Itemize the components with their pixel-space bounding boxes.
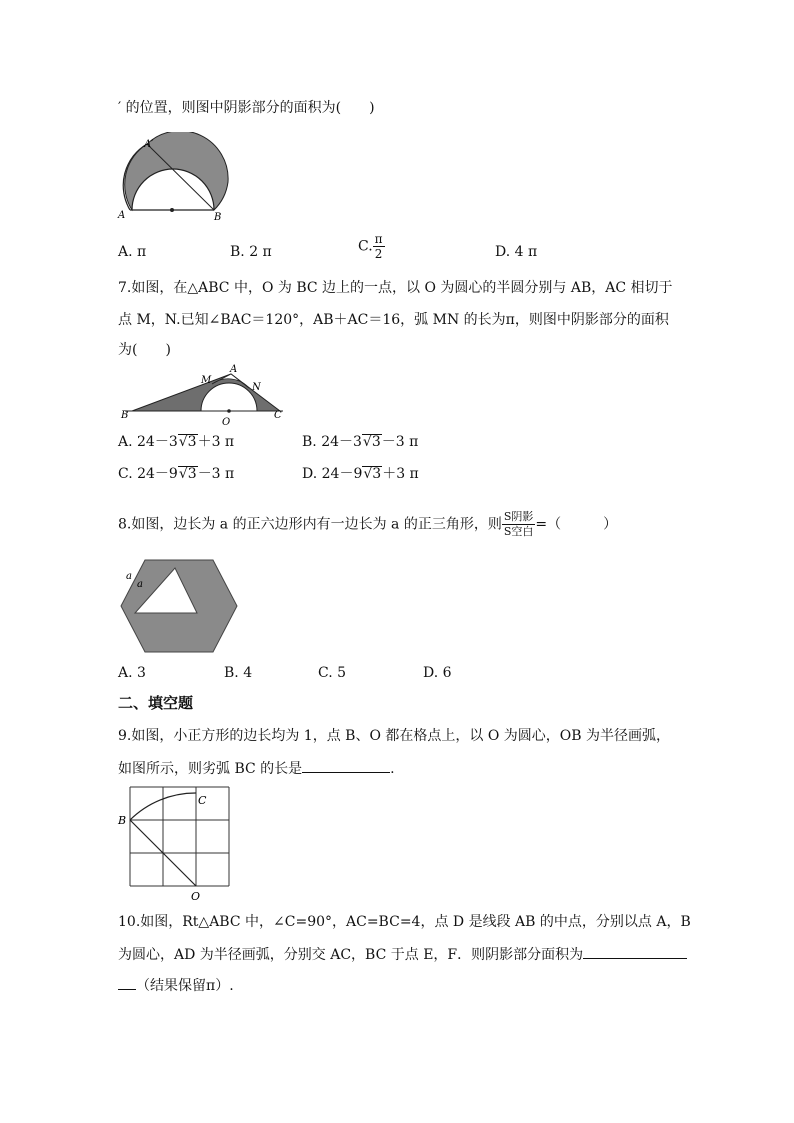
- q6-option-c-num: π: [374, 232, 383, 246]
- q7-option-b-pre: B. 24－3: [302, 434, 362, 450]
- q7-option-c-pre: C. 24－9: [118, 466, 178, 482]
- q8-option-d: D. 6: [423, 665, 452, 681]
- q10-text-line2: [118, 944, 687, 965]
- q7-option-a-sqrt: √3: [178, 434, 197, 450]
- q6-label-b: B: [214, 212, 222, 223]
- q9-text-line2: [118, 758, 395, 779]
- q9-text-line2-pre: 如图所示，则劣弧 BC 的长是: [118, 761, 303, 777]
- q6-text-tail: ′ 的位置，则图中阴影部分的面积为( ): [118, 100, 375, 116]
- q7-option-a-pre: A. 24－3: [118, 434, 178, 450]
- q7-label-c: C: [274, 410, 282, 421]
- q6-option-c-fraction: [373, 232, 385, 261]
- q9-text-line1: 9.如图，小正方形的边长均为 1，点 B、O 都在格点上，以 O 为圆心，OB 为半径画弧，: [118, 728, 670, 744]
- q7-option-b-sqrt: √3: [362, 434, 381, 450]
- q8-option-a: A. 3: [118, 665, 146, 681]
- q8-label-a1: a: [126, 571, 132, 582]
- q6-label-a-prime: A′: [144, 139, 154, 150]
- q6-option-d: D. 4 π: [495, 244, 538, 260]
- q6-option-c-prefix: C.: [358, 238, 373, 255]
- q8-text-main: 8.如图，边长为 a 的正六边形内有一边长为 a 的正三角形，则: [118, 516, 502, 533]
- q10-text-line3-post: （结果保留π）.: [136, 978, 234, 994]
- q9-label-c: C: [198, 794, 207, 807]
- q8-option-c: C. 5: [318, 665, 347, 681]
- q7-option-d: [302, 464, 419, 484]
- q7-option-a-post: ＋3 π: [197, 434, 235, 450]
- q6-option-c: [358, 232, 385, 261]
- q7-center-o: [227, 409, 231, 413]
- q7-option-c-post: －3 π: [197, 466, 235, 482]
- q7-option-d-post: ＋3 π: [382, 466, 419, 482]
- section-title-fill-blank: 二、填空题: [118, 694, 194, 712]
- q7-label-b: B: [121, 410, 129, 421]
- q8-text: [118, 510, 617, 539]
- q9-label-o: O: [191, 890, 201, 903]
- q7-option-d-pre: D. 24－9: [302, 466, 363, 482]
- q6-option-b: B. 2 π: [230, 244, 272, 260]
- q6-center-dot: [170, 208, 174, 212]
- q6-figure: [115, 132, 240, 224]
- q9-answer-blank[interactable]: [302, 758, 390, 773]
- q7-label-o: O: [222, 417, 231, 428]
- q7-option-d-sqrt: √3: [363, 466, 382, 482]
- q7-option-c: [118, 464, 234, 484]
- q6-label-a: A: [118, 210, 126, 221]
- q7-option-b-post: －3 π: [381, 434, 419, 450]
- q8-option-b: B. 4: [224, 665, 253, 681]
- q8-figure: [115, 558, 240, 658]
- q7-option-d-rad: 3: [372, 466, 382, 482]
- q10-text-line2-main: 为圆心，AD 为半径画弧，分别交 AC，BC 于点 E，F．则阴影部分面积为: [118, 947, 584, 963]
- q7-option-c-rad: 3: [187, 466, 197, 482]
- q9-figure: [115, 782, 240, 904]
- q7-text-line1: 7.如图，在△ABC 中，O 为 BC 边上的一点，以 O 为圆心的半圆分别与 AB，AC 相切于: [118, 280, 673, 296]
- q9-grid: [130, 787, 229, 886]
- q7-option-a-rad: 3: [187, 434, 197, 450]
- q6-option-a: A. π: [118, 244, 147, 260]
- q6-option-c-den: 2: [374, 247, 383, 261]
- q9-label-b: B: [118, 814, 127, 827]
- q10-text-line3: [118, 975, 234, 996]
- q10-answer-blank-1[interactable]: [583, 944, 687, 959]
- q9-text-line2-post: .: [390, 761, 395, 777]
- q7-option-a: [118, 432, 234, 452]
- q8-ratio-fraction: [502, 510, 536, 539]
- q8-text-tail: =（ ）: [535, 516, 618, 533]
- q8-frac-den: S空白: [503, 525, 534, 538]
- q8-label-a2: a: [137, 579, 143, 590]
- q7-figure: [115, 362, 295, 430]
- q7-option-c-sqrt: √3: [178, 466, 197, 482]
- q7-text-line2: 点 M，N.已知∠BAC＝120°，AB＋AC＝16，弧 MN 的长为π，则图中阴影部分的面积: [118, 312, 669, 328]
- q7-option-b: [302, 432, 418, 452]
- q8-frac-num: S阴影: [503, 510, 534, 523]
- q7-label-a: A: [230, 364, 238, 375]
- q10-answer-blank-2[interactable]: [118, 975, 136, 990]
- q7-label-m: M: [201, 375, 212, 386]
- q7-label-n: N: [252, 382, 261, 393]
- q10-text-line1: 10.如图，Rt△ABC 中，∠C=90°，AC=BC=4，点 D 是线段 AB 的中点，分别以点 A，B: [118, 914, 691, 930]
- q7-option-b-rad: 3: [371, 434, 381, 450]
- q7-text-line3: 为( ): [118, 342, 171, 358]
